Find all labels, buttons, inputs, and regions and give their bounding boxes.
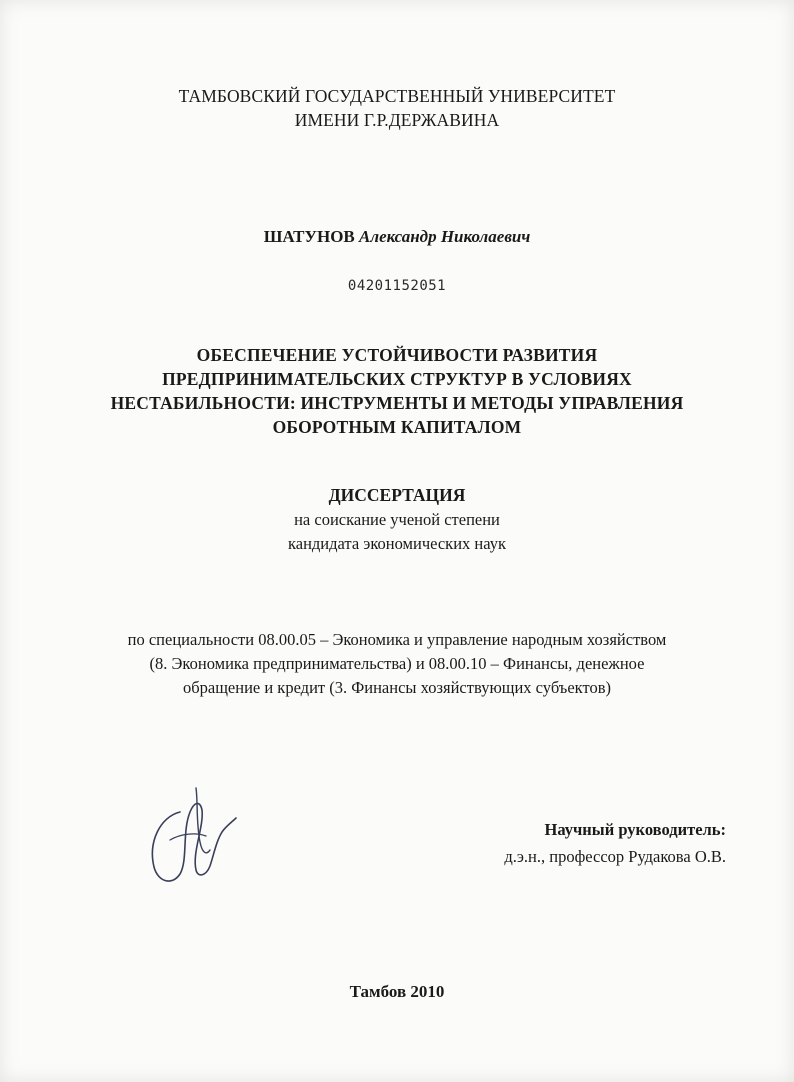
work-type-line1: на соискание ученой степени <box>294 510 500 529</box>
title-line-3: НЕСТАБИЛЬНОСТИ: ИНСТРУМЕНТЫ И МЕТОДЫ УПРАВЛЕНИЯ <box>110 393 684 413</box>
advisor-name: д.э.н., профессор Рудакова О.В. <box>504 847 726 866</box>
advisor-label: Научный руководитель: <box>544 820 726 839</box>
work-type-line2: кандидата экономических наук <box>287 534 506 553</box>
specialty-line-3: обращение и кредит (3. Финансы хозяйствующих субъектов) <box>183 678 611 697</box>
university-name-line1: ТАМБОВСКИЙ ГОСУДАРСТВЕННЫЙ УНИВЕРСИТЕТ <box>178 86 616 106</box>
work-type-label: ДИССЕРТАЦИЯ <box>328 485 466 505</box>
university-name-line2: ИМЕНИ Г.Р.ДЕРЖАВИНА <box>294 110 500 130</box>
author-surname: ШАТУНОВ <box>263 227 355 246</box>
author-given-names: Александр Николаевич <box>359 227 531 246</box>
title-line-2: ПРЕДПРИНИМАТЕЛЬСКИХ СТРУКТУР В УСЛОВИЯХ <box>162 369 632 389</box>
signature-icon <box>140 782 240 892</box>
registration-code: 04201152051 <box>347 278 447 294</box>
specialty-line-1: по специальности 08.00.05 – Экономика и управление народным хозяйством <box>127 630 667 649</box>
specialty-line-2: (8. Экономика предпринимательства) и 08.00.10 – Финансы, денежное <box>149 654 645 673</box>
title-line-1: ОБЕСПЕЧЕНИЕ УСТОЙЧИВОСТИ РАЗВИТИЯ <box>196 345 598 365</box>
advisor-block <box>504 820 726 867</box>
city-year: Тамбов 2010 <box>349 982 445 1001</box>
title-line-4: ОБОРОТНЫМ КАПИТАЛОМ <box>272 417 522 437</box>
author-name <box>0 227 794 247</box>
